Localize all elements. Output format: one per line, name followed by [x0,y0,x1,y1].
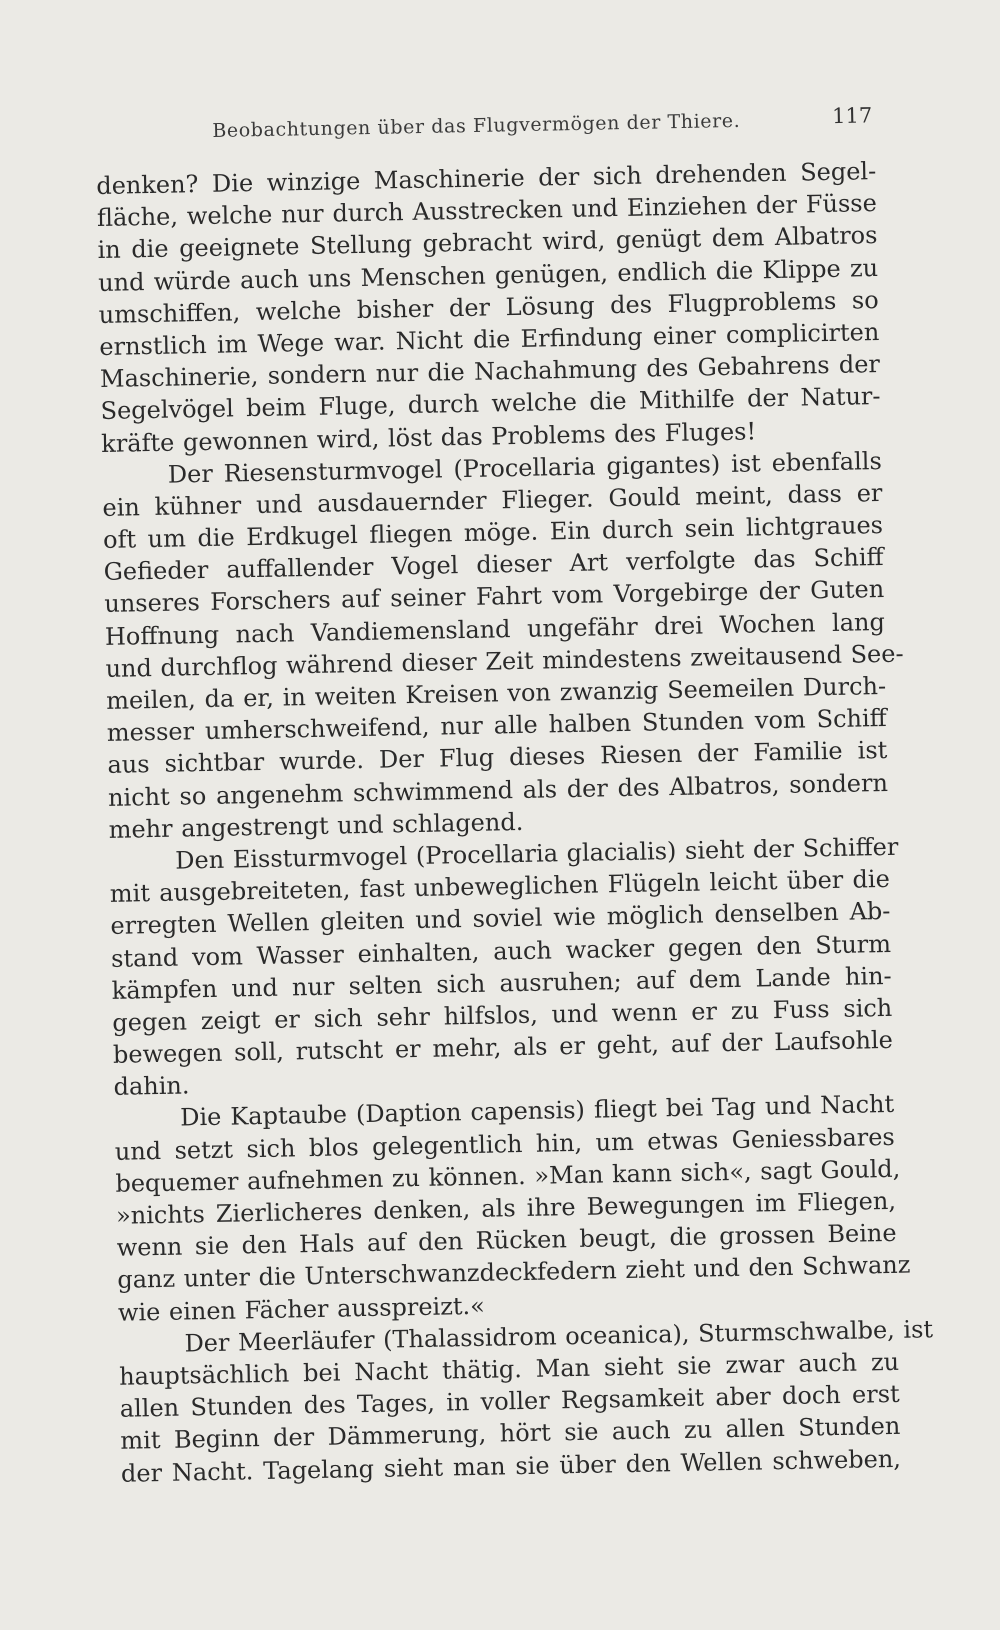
text-line: oft um die Erdkugel fliegen möge. Ein durch sein lichtgraues [102,511,884,554]
text-line: kämpfen und nur selten sich ausruhen; auf dem Lande hin- [111,961,892,1005]
text-line: mit ausgebreiteten, fast unbeweglichen Flügeln leicht über die [109,865,891,908]
text-line: »nichts Zierlicheres denken, als ihre Bewegungen im Fliegen, [115,1186,897,1230]
text-line: stand vom Wasser einhalten, auch wacker gegen den Sturm [110,929,892,973]
text-line: in die geeignete Stellung gebracht wird, genügt dem Albatros [97,221,878,265]
text-line: und würde auch uns Menschen genügen, endlich die Klippe zu [97,253,879,297]
text-line: wie einen Fächer ausspreizt.« [117,1291,486,1327]
paragraph-start-line: Die Kaptaube (Daption capensis) fliegt bei Tag und Nacht [179,1090,895,1132]
text-line: der Nacht. Tagelang sieht man sie über den Wellen schweben, [120,1444,902,1488]
text-line: allen Stunden des Tages, in voller Regsamkeit aber doch erst [119,1379,900,1423]
text-line: umschiffen, welche bisher der Lösung des Flugproblems so [98,285,879,329]
body-text [96,155,934,1489]
text-line: wenn sie den Hals auf den Rücken beugt, die grossen Beine [116,1219,897,1262]
text-line: aus sichtbar wurde. Der Flug dieses Riesen der Familie ist [107,736,888,780]
paragraph-start-line: Der Riesensturmvogel (Procellaria gigantes) ist ebenfalls [167,446,882,489]
page-number: 117 [831,103,873,129]
text-line: mehr angestrengt und schlagend. [108,807,524,844]
text-line: und durchflog während dieser Zeit mindestens zweitausend See- [105,639,904,683]
text-line: Segelvögel beim Fluge, durch welche die Mithilfe der Natur- [100,382,881,426]
text-line: unseres Forschers auf seiner Fahrt vom Vorgebirge der Guten [104,575,885,619]
paragraph-start-line: Der Meerläufer (Thalassidrom oceanica), Sturmschwalbe, ist [184,1314,934,1358]
text-line: ein kühner und ausdauernder Flieger. Gould meint, dass er [102,478,883,522]
running-head [212,99,873,152]
running-title: Beobachtungen über das Flugvermögen der Thiere. [212,109,741,142]
text-line: meilen, da er, in weiten Kreisen von zwanzig Seemeilen Durch- [105,671,887,715]
text-line: erregten Wellen gleiten und soviel wie möglich denselben Ab- [110,897,891,941]
text-line: fläche, welche nur durch Ausstrecken und Einziehen der Füsse [96,189,878,233]
text-line: gegen zeigt er sich sehr hilfslos, und wenn er zu Fuss sich [112,993,893,1037]
text-line: dahin. [113,1071,190,1102]
text-line: bequemer aufnehmen zu können. »Man kann sich«, sagt Gould, [115,1154,901,1198]
text-line: Hoffnung nach Vandiemensland ungefähr drei Wochen lang [104,607,886,651]
text-line: ernstlich im Wege war. Nicht die Erfindung einer complicirten [99,317,880,361]
text-line: denken? Die winzige Maschinerie der sich drehenden Segel- [96,157,877,200]
text-line: nicht so angenehm schwimmend als der des Albatros, sondern [107,768,889,812]
text-line: messer umherschweifend, nur alle halben Stunden vom Schiff [106,704,887,748]
text-line: ganz unter die Unterschwanzdeckfedern zieht und den Schwanz [117,1250,911,1295]
text-line: hauptsächlich bei Nacht thätig. Man sieht sie zwar auch zu [118,1347,900,1391]
text-line: mit Beginn der Dämmerung, hört sie auch zu allen Stunden [120,1412,901,1456]
text-line: und setzt sich blos gelegentlich hin, um etwas Geniessbares [114,1122,895,1166]
text-line: bewegen soll, rutscht er mehr, als er geht, auf der Laufsohle [112,1025,894,1069]
text-line: kräfte gewonnen wird, löst das Problems des Fluges! [100,416,757,458]
text-line: Maschinerie, sondern nur die Nachahmung des Gebahrens der [99,350,881,394]
text-line: Gefieder auffallender Vogel dieser Art verfolgte das Schiff [103,543,884,587]
paragraph-start-line: Den Eissturmvogel (Procellaria glacialis) sieht der Schiffer [175,832,899,875]
